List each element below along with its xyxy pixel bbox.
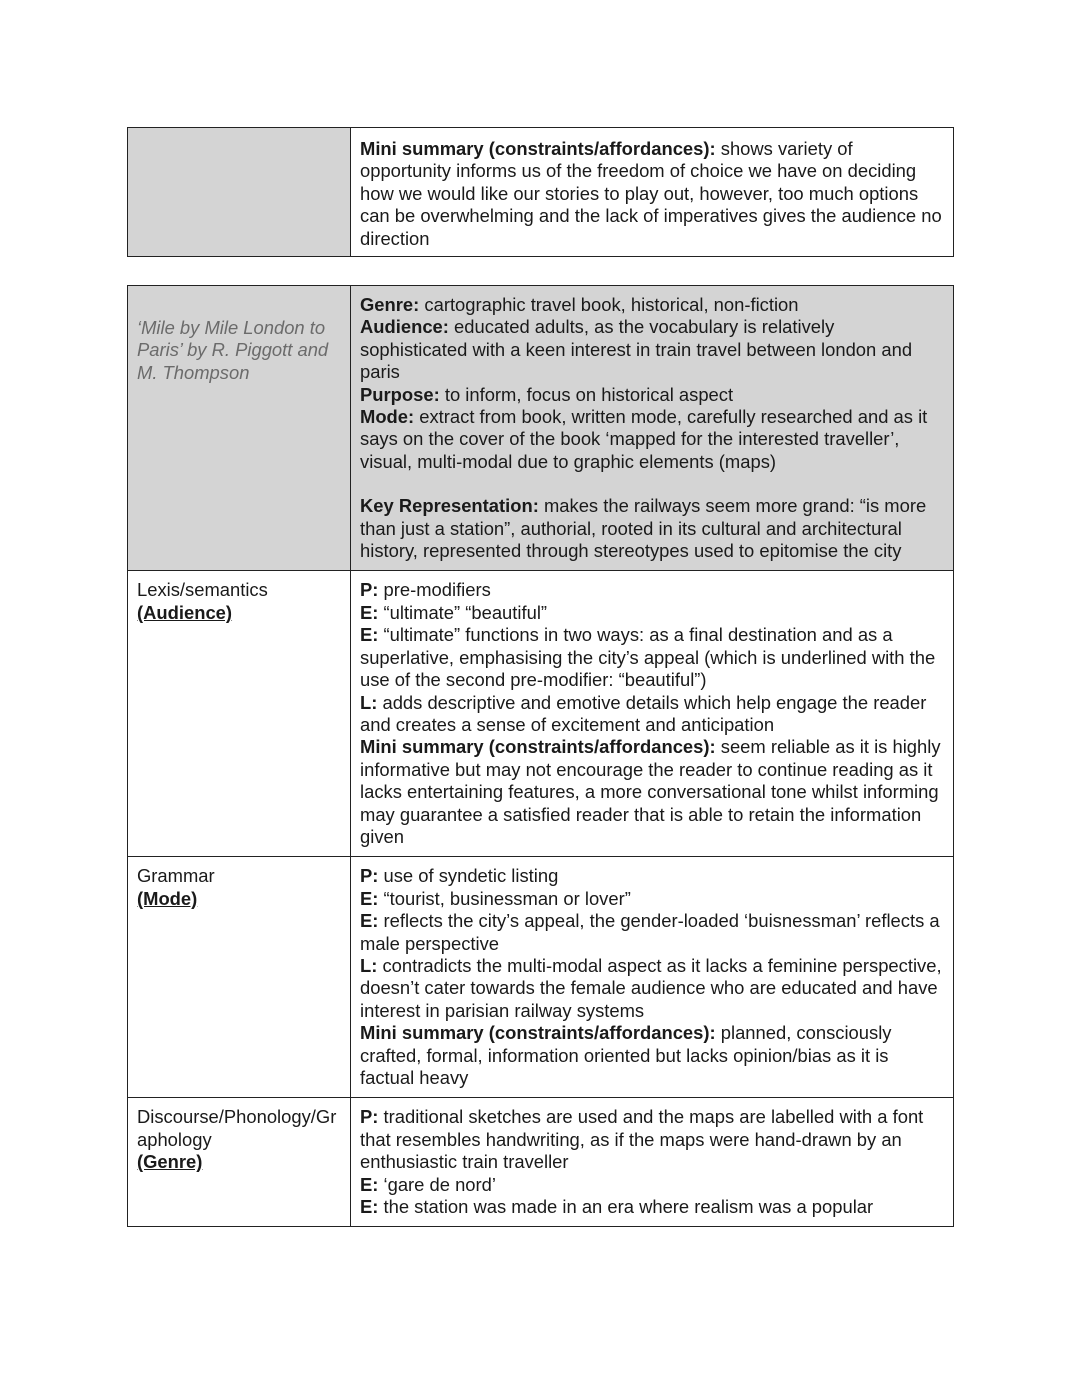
discourse-label-cell	[128, 1098, 351, 1227]
grammar-point	[360, 865, 945, 887]
genre-heading: Genre:	[360, 294, 420, 315]
explanation-marker: E:	[360, 624, 379, 646]
mini-summary-heading: Mini summary (constraints/affordances):	[360, 736, 716, 758]
mini-summary-cell	[351, 128, 954, 257]
link-marker: L:	[360, 954, 378, 976]
lexis-point	[360, 579, 945, 601]
evidence-marker: E:	[360, 887, 379, 909]
purpose-heading: Purpose:	[360, 383, 440, 405]
grammar-mini-summary	[360, 1022, 945, 1089]
purpose-text: to inform, focus on historical aspect	[439, 383, 734, 405]
text-title-cell	[128, 286, 351, 571]
grammar-explanation	[360, 910, 945, 955]
audience-text: educated adults, as the vocabulary is relatively sophisticated with a keen interest in train travel between london and paris	[360, 316, 913, 383]
evidence-text: “tourist, businessman or lover”	[378, 887, 631, 909]
mini-summary-heading: Mini summary (constraints/affordances):	[360, 138, 716, 159]
table-row	[128, 128, 954, 257]
grammar-label: Grammar	[137, 865, 215, 887]
grammar-evidence	[360, 888, 945, 910]
lexis-sublabel: (Audience)	[137, 601, 233, 623]
link-marker: L:	[360, 691, 378, 713]
lexis-mini-summary	[360, 736, 945, 848]
discourse-label: Discourse/Phonology/Graphology	[137, 1106, 337, 1150]
table-row	[128, 571, 954, 857]
explanation-text: the station was made in an era where realism was a popular	[378, 1196, 874, 1218]
text-overview-cell	[351, 286, 954, 571]
point-text: pre-modifiers	[378, 579, 491, 601]
evidence-text: “ultimate” “beautiful”	[378, 601, 548, 623]
discourse-content-cell	[351, 1098, 954, 1227]
explanation-marker: E:	[360, 1196, 379, 1218]
purpose-line	[360, 384, 945, 406]
lexis-content-cell	[351, 571, 954, 857]
table-row	[128, 857, 954, 1098]
mode-line	[360, 406, 945, 473]
mode-heading: Mode:	[360, 406, 415, 428]
mini-summary-text: seem reliable as it is highly informative but may not encourage the reader to continue reading as it lacks entertaining features, a more conversational tone whilst informing may guarantee a satisfied reader that is able to retain the information given	[360, 736, 941, 847]
lexis-link	[360, 692, 945, 737]
grammar-label-cell	[128, 857, 351, 1098]
evidence-marker: E:	[360, 1173, 379, 1195]
discourse-point	[360, 1106, 945, 1173]
table-row	[128, 1098, 954, 1227]
evidence-text: ‘gare de nord’	[378, 1173, 496, 1195]
mode-text: extract from book, written mode, carefully researched and as it says on the cover of the book ‘mapped for the interested traveller’, visual, multi-modal due to graphic elements (maps)	[360, 406, 928, 472]
lexis-label-cell	[128, 571, 351, 857]
grammar-link	[360, 955, 945, 1022]
mini-summary-text: shows variety of opportunity informs us of the freedom of choice we have on deciding how we would like our stories to play out, however, too much options can be overwhelming and the lack of imperatives gives the audience no direction	[360, 138, 942, 249]
mini-summary-heading: Mini summary (constraints/affordances):	[360, 1022, 716, 1044]
table-row	[128, 286, 954, 571]
explanation-text: reflects the city’s appeal, the gender-loaded ‘buisnessman’ reflects a male perspective	[360, 910, 940, 954]
point-marker: P:	[360, 1106, 379, 1128]
paragraph-gap	[360, 473, 945, 495]
lexis-evidence	[360, 602, 945, 624]
point-marker: P:	[360, 865, 379, 887]
grammar-sublabel: (Mode)	[137, 887, 198, 909]
explanation-text: “ultimate” functions in two ways: as a final destination and as a superlative, emphasising the city’s appeal (which is underlined with the use of the second pre-modifier: “beautiful”)	[360, 624, 936, 691]
key-representation-line	[360, 495, 945, 562]
point-marker: P:	[360, 579, 379, 601]
genre-line	[360, 294, 945, 316]
text-title: ‘Mile by Mile London to Paris’ by R. Piggott and M. Thompson	[137, 317, 329, 383]
key-representation-heading: Key Representation:	[360, 495, 539, 517]
explanation-marker: E:	[360, 910, 379, 932]
point-text: traditional sketches are used and the maps are labelled with a font that resembles handwriting, as if the maps were hand-drawn by an enthusiastic train traveller	[360, 1106, 924, 1173]
lexis-explanation	[360, 624, 945, 691]
lexis-label: Lexis/semantics	[137, 579, 268, 601]
discourse-sublabel: (Genre)	[137, 1151, 203, 1173]
mini-summary-text: planned, consciously crafted, formal, information oriented but lacks opinion/bias as it is factual heavy	[360, 1022, 892, 1088]
empty-label-cell	[128, 128, 351, 257]
key-representation-text: makes the railways seem more grand: “is more than just a station”, authorial, rooted in its cultural and architectural history, represented through stereotypes used to epitomise the city	[360, 495, 927, 562]
grammar-content-cell	[351, 857, 954, 1098]
discourse-evidence	[360, 1174, 945, 1196]
audience-line	[360, 316, 945, 383]
analysis-table	[127, 285, 954, 1227]
audience-heading: Audience:	[360, 316, 449, 338]
point-text: use of syndetic listing	[378, 865, 559, 887]
evidence-marker: E:	[360, 601, 379, 623]
link-text: contradicts the multi-modal aspect as it lacks a feminine perspective, doesn’t cater towards the female audience who are educated and have interest in parisian railway systems	[360, 954, 942, 1021]
genre-text: cartographic travel book, historical, non-fiction	[419, 294, 799, 315]
summary-table	[127, 127, 954, 257]
discourse-explanation	[360, 1196, 945, 1218]
link-text: adds descriptive and emotive details which help engage the reader and creates a sense of excitement and anticipation	[360, 691, 927, 735]
